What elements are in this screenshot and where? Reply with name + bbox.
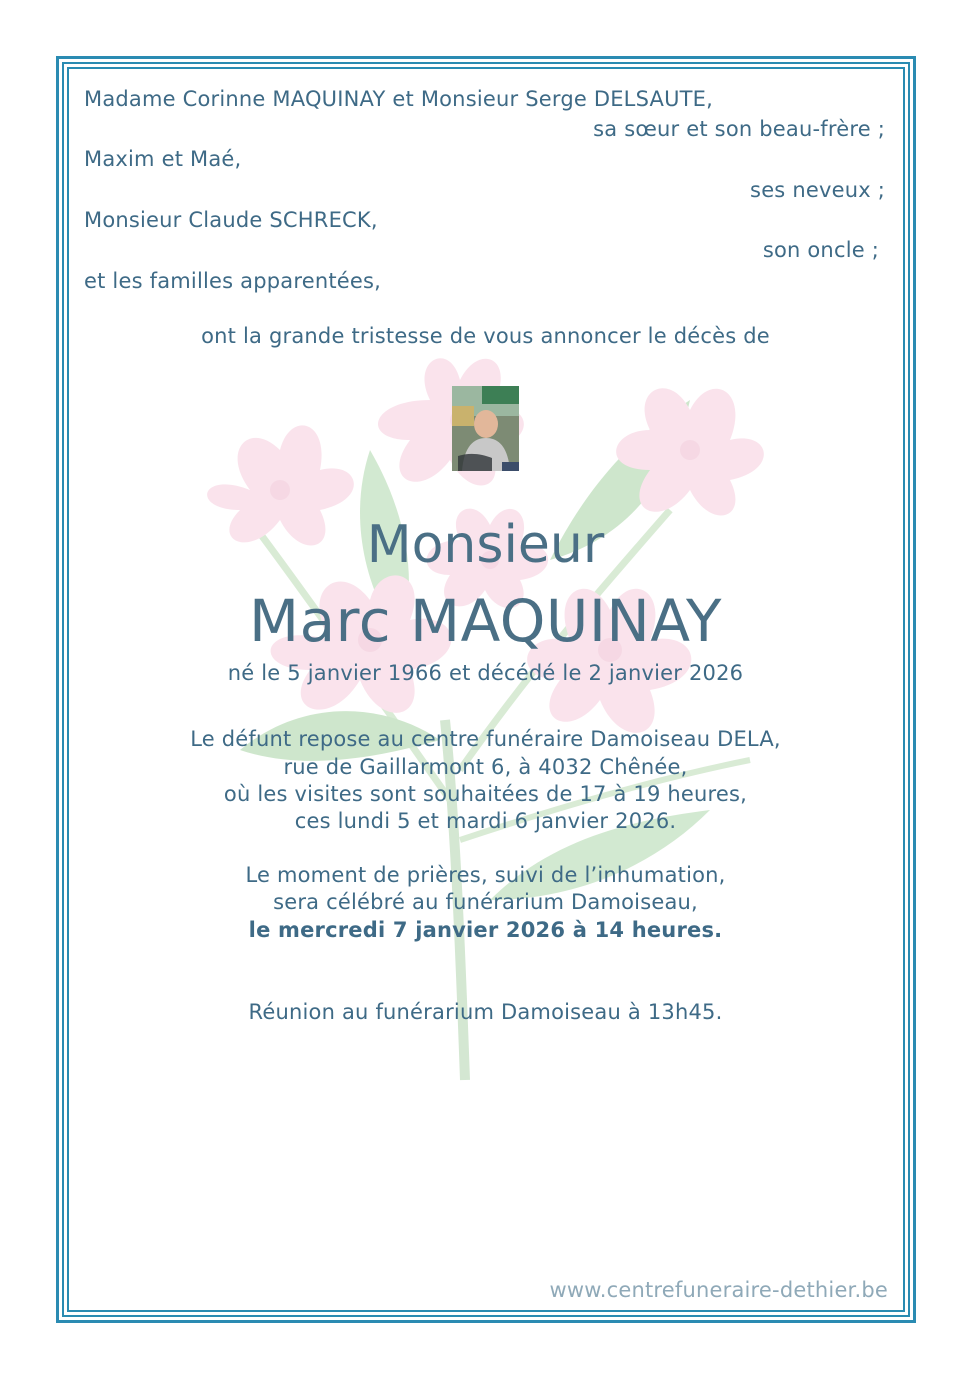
family-member-2: Maxim et Maé, <box>84 147 242 171</box>
family-relation-1: sa sœur et son beau-frère ; <box>593 117 885 141</box>
ceremony-date: le mercredi 7 janvier 2026 à 14 heures. <box>248 918 723 942</box>
ceremony-line-1: Le moment de prières, suivi de l’inhumation, <box>245 863 726 887</box>
family-member-4: et les familles apparentées, <box>84 269 382 293</box>
family-member-1: Madame Corinne MAQUINAY et Monsieur Serge DELSAUTE, <box>84 87 714 111</box>
visitation-line-2: rue de Gaillarmont 6, à 4032 Chênée, <box>283 755 688 779</box>
deceased-name: Marc MAQUINAY <box>249 587 722 655</box>
announcement-text: ont la grande tristesse de vous annoncer le décès de <box>201 324 770 348</box>
visitation-line-4: ces lundi 5 et mardi 6 janvier 2026. <box>294 809 677 833</box>
life-dates: né le 5 janvier 1966 et décédé le 2 janvier 2026 <box>227 661 744 685</box>
deceased-title: Monsieur <box>366 515 605 575</box>
meeting-text: Réunion au funérarium Damoiseau à 13h45. <box>248 1000 723 1024</box>
ceremony-line-2: sera célébré au funérarium Damoiseau, <box>273 890 698 914</box>
family-member-3: Monsieur Claude SCHRECK, <box>84 208 378 232</box>
family-relation-3: son oncle ; <box>762 238 879 262</box>
portrait-photo <box>452 386 519 471</box>
family-relation-2: ses neveux ; <box>750 178 885 202</box>
visitation-line-1: Le défunt repose au centre funéraire Damoiseau DELA, <box>190 727 781 751</box>
website-link[interactable]: www.centrefuneraire-dethier.be <box>549 1278 888 1302</box>
visitation-line-3: où les visites sont souhaitées de 17 à 19 heures, <box>223 782 748 806</box>
